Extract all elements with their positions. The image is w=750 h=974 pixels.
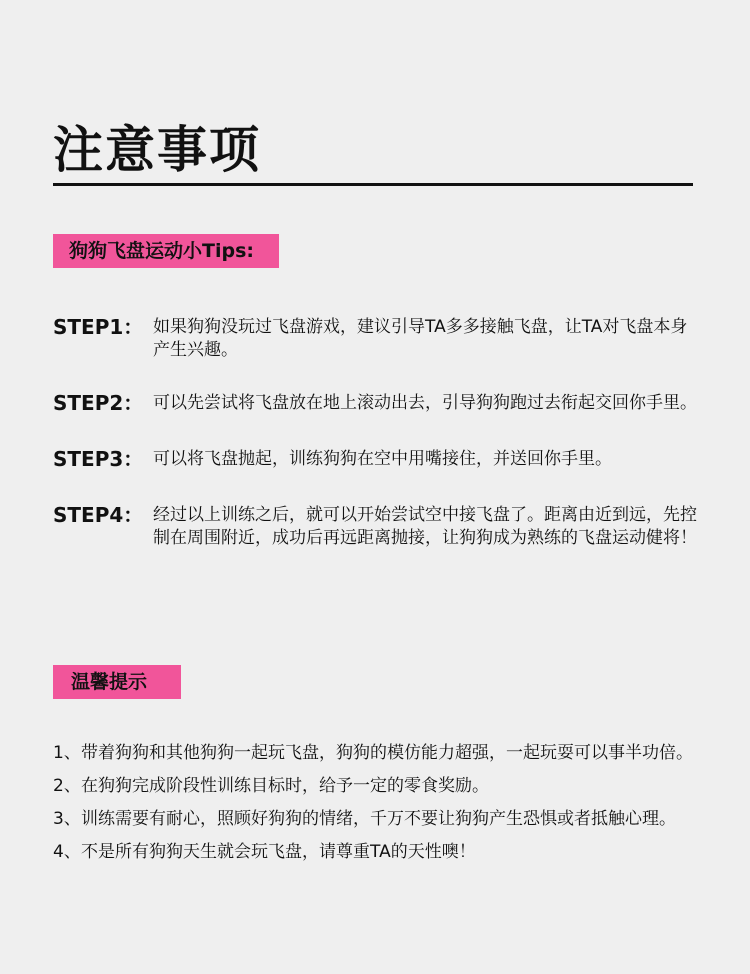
step-text: 如果狗狗没玩过飞盘游戏，建议引导TA多多接触飞盘，让TA对飞盘本身产生兴趣。	[153, 317, 688, 360]
step-label: STEP1：	[53, 315, 144, 339]
notice-text: 训练需要有耐心，照顾好狗狗的情绪，千万不要让狗狗产生恐惧或者抵触心理。	[81, 809, 676, 829]
step-item-2	[53, 388, 698, 418]
title-divider	[53, 183, 693, 186]
steps-list	[53, 312, 698, 550]
notice-item-3	[53, 808, 693, 831]
step-label: STEP4：	[53, 503, 144, 527]
step-label: STEP3：	[53, 447, 144, 471]
step-text: 经过以上训练之后，就可以开始尝试空中接飞盘了。距离由近到远，先控制在周围附近，成功后再远距离抛接，让狗狗成为熟练的飞盘运动健将！	[153, 505, 697, 548]
step-text: 可以先尝试将飞盘放在地上滚动出去，引导狗狗跑过去衔起交回你手里。	[153, 393, 697, 413]
notice-text: 不是所有狗狗天生就会玩飞盘，请尊重TA的天性噢！	[81, 842, 476, 862]
notice-item-4	[53, 841, 693, 864]
notice-section-badge: 温馨提示	[53, 665, 181, 699]
notice-list	[53, 742, 693, 874]
step-label: STEP2：	[53, 391, 144, 415]
tips-section-badge: 狗狗飞盘运动小Tips:	[53, 234, 279, 268]
notice-number: 4、	[53, 842, 81, 862]
notice-text: 带着狗狗和其他狗狗一起玩飞盘，狗狗的模仿能力超强，一起玩耍可以事半功倍。	[81, 743, 693, 763]
page-title: 注意事项	[53, 121, 261, 179]
step-text: 可以将飞盘抛起，训练狗狗在空中用嘴接住，并送回你手里。	[153, 449, 612, 469]
notice-number: 3、	[53, 809, 81, 829]
notice-number: 1、	[53, 743, 81, 763]
notice-number: 2、	[53, 776, 81, 796]
notice-text: 在狗狗完成阶段性训练目标时，给予一定的零食奖励。	[81, 776, 489, 796]
step-item-1	[53, 312, 698, 362]
step-item-3	[53, 444, 698, 474]
step-item-4	[53, 500, 698, 550]
notice-item-1	[53, 742, 693, 765]
notice-item-2	[53, 775, 693, 798]
